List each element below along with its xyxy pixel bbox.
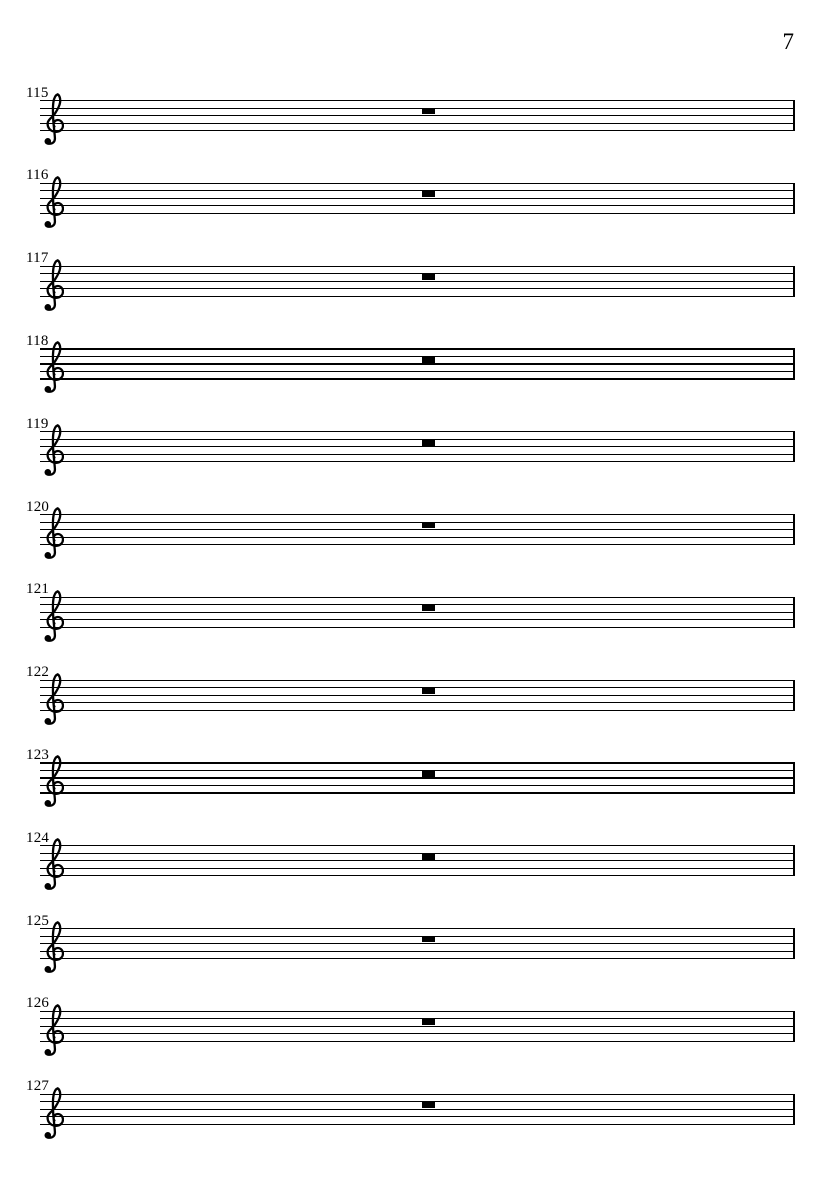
whole-rest-icon — [422, 1019, 435, 1025]
treble-clef-icon — [41, 424, 64, 477]
barline — [793, 762, 795, 793]
staff-line — [40, 695, 795, 696]
staff-line — [40, 687, 795, 688]
staff-line — [40, 936, 795, 937]
staff-system — [26, 1078, 795, 1125]
staff-line — [40, 777, 795, 778]
staff-line — [40, 198, 795, 199]
staff-line — [40, 868, 795, 869]
staff-line — [40, 1018, 795, 1019]
staff-line — [40, 860, 795, 861]
measure-number: 116 — [26, 167, 49, 184]
staff-system — [26, 995, 795, 1042]
treble-clef-icon — [41, 507, 64, 560]
treble-clef-icon — [41, 1087, 64, 1140]
whole-rest-icon — [422, 439, 435, 445]
staff-line — [40, 710, 795, 711]
staff-line — [40, 702, 795, 703]
staff-system — [26, 84, 795, 131]
measure-number: 117 — [26, 250, 49, 267]
staff-line — [40, 1116, 795, 1117]
staff-line — [40, 958, 795, 959]
barline — [793, 845, 795, 876]
treble-clef-icon — [41, 259, 64, 312]
treble-clef-icon — [41, 755, 64, 808]
whole-rest-icon — [422, 770, 435, 776]
staff-line — [40, 544, 795, 545]
treble-clef-icon — [41, 93, 64, 146]
staff-line — [40, 1124, 795, 1125]
staff-line — [40, 943, 795, 944]
staff-line — [40, 770, 795, 771]
staff-system — [26, 250, 795, 297]
barline — [793, 514, 795, 545]
staff-line — [40, 928, 795, 929]
barline — [793, 680, 795, 711]
whole-rest-icon — [422, 274, 435, 280]
measure-number: 122 — [26, 664, 50, 681]
staff-line — [40, 1109, 795, 1110]
staff-system — [26, 167, 795, 214]
measure-number: 118 — [26, 332, 49, 349]
staff-line — [40, 529, 795, 530]
staff-line — [40, 439, 795, 440]
staff-line — [40, 604, 795, 605]
staff-line — [40, 845, 795, 846]
staff-line — [40, 680, 795, 681]
treble-clef-icon — [41, 921, 64, 974]
measure-number: 120 — [26, 498, 50, 515]
measure-number: 126 — [26, 995, 50, 1012]
staff-line — [40, 378, 795, 379]
staff-line — [40, 190, 795, 191]
staff-line — [40, 356, 795, 357]
whole-rest-icon — [422, 936, 435, 942]
staff-line — [40, 951, 795, 952]
staff-line — [40, 1101, 795, 1102]
staff-system — [26, 829, 795, 876]
staff-line — [40, 461, 795, 462]
staff-line — [40, 1033, 795, 1034]
measure-number: 119 — [26, 415, 49, 432]
staff-line — [40, 213, 795, 214]
treble-clef-icon — [41, 1004, 64, 1057]
staff-line — [40, 785, 795, 786]
whole-rest-icon — [422, 688, 435, 694]
barline — [793, 597, 795, 628]
staff-system — [26, 746, 795, 793]
staff-system — [26, 498, 795, 545]
staff-line — [40, 115, 795, 116]
staff-line — [40, 762, 795, 763]
staff-line — [40, 130, 795, 131]
staff-line — [40, 266, 795, 267]
treble-clef-icon — [41, 341, 64, 394]
staff-line — [40, 792, 795, 793]
staff-line — [40, 183, 795, 184]
staff-line — [40, 273, 795, 274]
staff-line — [40, 1011, 795, 1012]
staff-system — [26, 664, 795, 711]
staff-line — [40, 446, 795, 447]
barline — [793, 928, 795, 959]
barline — [793, 266, 795, 297]
barline — [793, 1011, 795, 1042]
measure-number: 115 — [26, 84, 49, 101]
staff-line — [40, 612, 795, 613]
staff-system — [26, 332, 795, 379]
barline — [793, 1094, 795, 1125]
staff-line — [40, 363, 795, 364]
treble-clef-icon — [41, 590, 64, 643]
treble-clef-icon — [41, 673, 64, 726]
staff-system — [26, 581, 795, 628]
measure-number: 127 — [26, 1078, 50, 1095]
staff-line — [40, 1041, 795, 1042]
staff-line — [40, 1026, 795, 1027]
treble-clef-icon — [41, 838, 64, 891]
staff-line — [40, 514, 795, 515]
whole-rest-icon — [422, 1102, 435, 1108]
staff-line — [40, 619, 795, 620]
staff-line — [40, 597, 795, 598]
staff-line — [40, 108, 795, 109]
staff-line — [40, 288, 795, 289]
treble-clef-icon — [41, 176, 64, 229]
staff-line — [40, 1094, 795, 1095]
staff-line — [40, 371, 795, 372]
staff-line — [40, 100, 795, 101]
barline — [793, 348, 795, 379]
staff-line — [40, 537, 795, 538]
staff-line — [40, 853, 795, 854]
staff-system — [26, 415, 795, 462]
staff-line — [40, 296, 795, 297]
whole-rest-icon — [422, 108, 435, 114]
staff-line — [40, 875, 795, 876]
staff-line — [40, 123, 795, 124]
whole-rest-icon — [422, 605, 435, 611]
whole-rest-icon — [422, 191, 435, 197]
barline — [793, 183, 795, 214]
whole-rest-icon — [422, 522, 435, 528]
barline — [793, 100, 795, 131]
staff-line — [40, 348, 795, 349]
staff-line — [40, 431, 795, 432]
staff-line — [40, 281, 795, 282]
staff-line — [40, 627, 795, 628]
whole-rest-icon — [422, 853, 435, 859]
staff-line — [40, 205, 795, 206]
measure-number: 123 — [26, 746, 50, 763]
barline — [793, 431, 795, 462]
measure-number: 124 — [26, 829, 50, 846]
measure-number: 121 — [26, 581, 50, 598]
measure-number: 125 — [26, 912, 50, 929]
staff-line — [40, 454, 795, 455]
whole-rest-icon — [422, 356, 435, 362]
staff-line — [40, 522, 795, 523]
staff-system — [26, 912, 795, 959]
page-number: 7 — [782, 29, 794, 54]
